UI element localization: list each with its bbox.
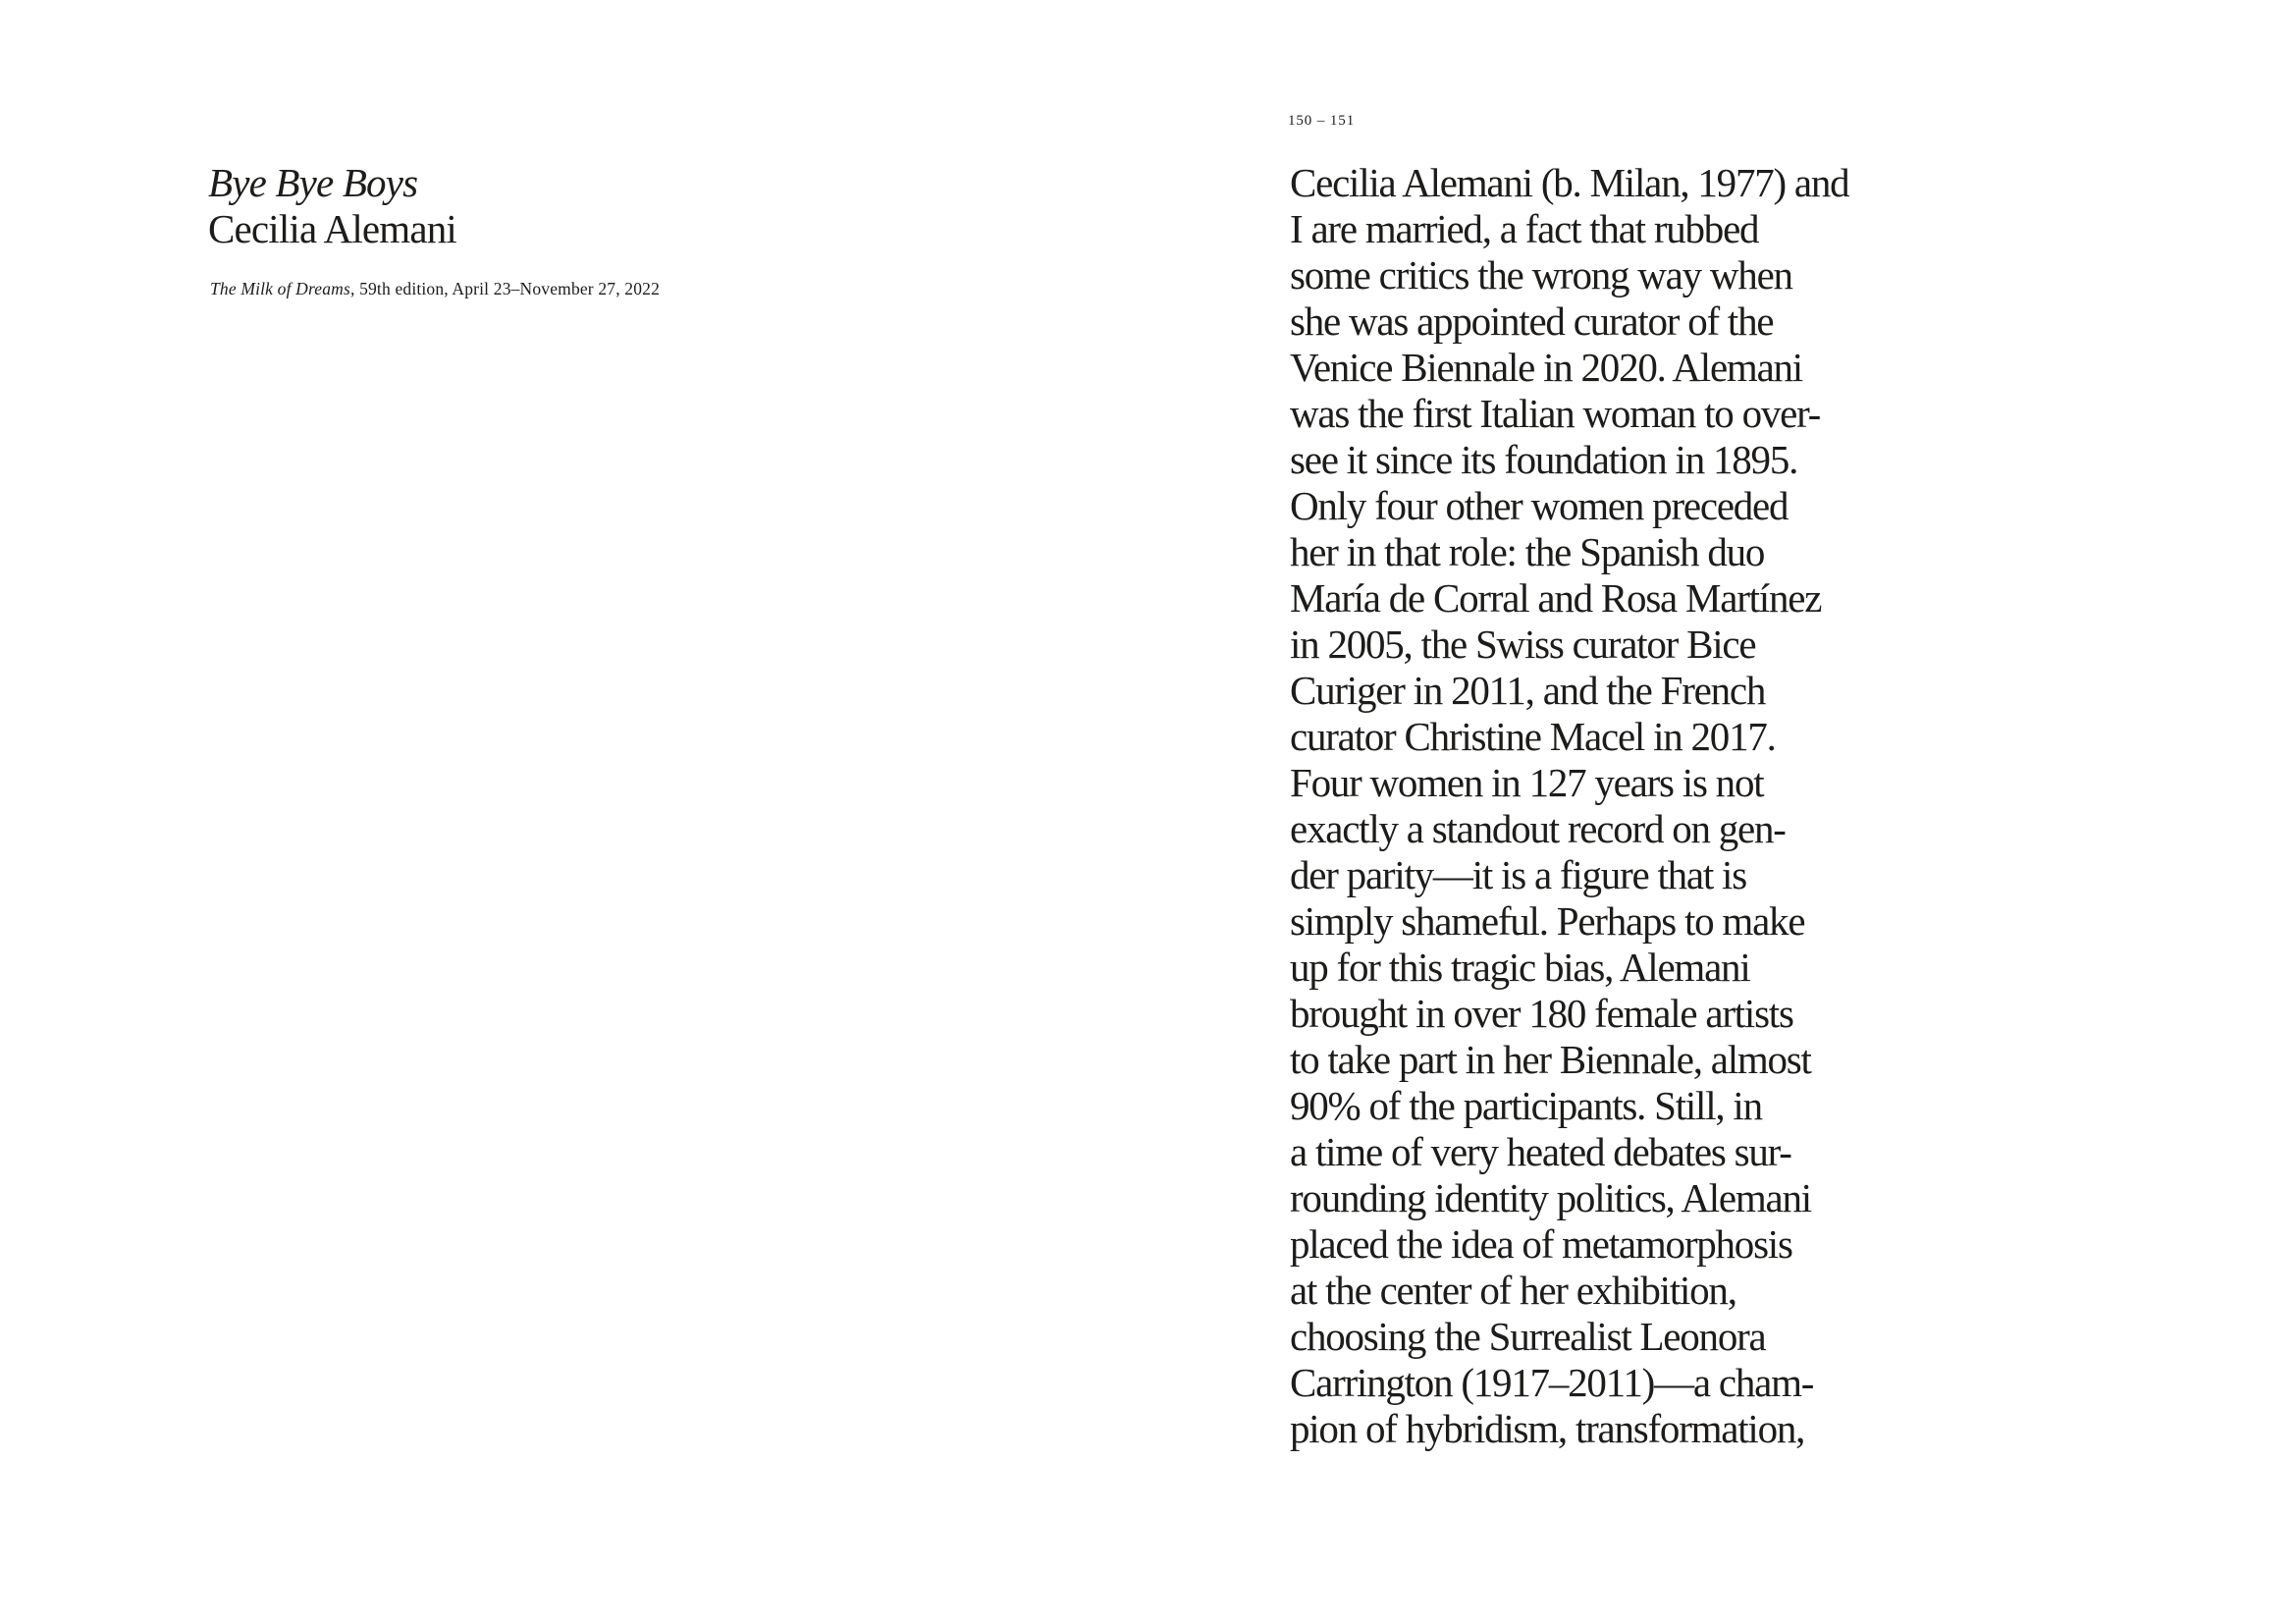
essay-body-text (1290, 160, 1997, 1452)
essay-body-line: Four women in 127 years is not (1290, 760, 1764, 805)
essay-body-line: 90% of the participants. Still, in (1290, 1083, 1762, 1128)
essay-body-line: was the first Italian woman to over- (1290, 391, 1821, 436)
essay-body-line: choosing the Surrealist Leonora (1290, 1314, 1766, 1359)
essay-body-line: Curiger in 2011, and the French (1290, 668, 1766, 713)
exhibition-title: The Milk of Dreams (210, 279, 350, 298)
essay-body-line: her in that role: the Spanish duo (1290, 529, 1765, 574)
essay-body-line: der parity—it is a figure that is (1290, 852, 1746, 897)
essay-body-line: I are married, a fact that rubbed (1290, 206, 1759, 251)
essay-body-line: Cecilia Alemani (b. Milan, 1977) and (1290, 160, 1849, 205)
essay-body-line: rounding identity politics, Alemani (1290, 1175, 1811, 1220)
exhibition-credit-line (210, 278, 660, 299)
essay-body-line: Carrington (1917–2011)—a cham- (1290, 1360, 1814, 1405)
essay-body-line: to take part in her Biennale, almost (1290, 1037, 1811, 1082)
essay-body-line: some critics the wrong way when (1290, 252, 1792, 298)
essay-body-line: curator Christine Macel in 2017. (1290, 714, 1776, 759)
essay-body-line: exactly a standout record on gen- (1290, 806, 1786, 851)
essay-body-line: María de Corral and Rosa Martínez (1290, 575, 1822, 621)
essay-body-line: placed the idea of metamorphosis (1290, 1221, 1792, 1267)
essay-body-line: Venice Biennale in 2020. Alemani (1290, 345, 1802, 390)
essay-title-block (208, 160, 1092, 252)
essay-body-line: pion of hybridism, transformation, (1290, 1406, 1805, 1451)
page-number-folio: 150 – 151 (1288, 113, 1356, 129)
essay-body-line: at the center of her exhibition, (1290, 1268, 1736, 1313)
essay-body-line: in 2005, the Swiss curator Bice (1290, 622, 1756, 667)
essay-body-line: see it since its foundation in 1895. (1290, 437, 1798, 482)
exhibition-edition-dates: , 59th edition, April 23–November 27, 2022 (349, 279, 661, 298)
essay-body-line: up for this tragic bias, Alemani (1290, 945, 1750, 990)
essay-body-line: a time of very heated debates sur- (1290, 1129, 1791, 1174)
essay-body-line: simply shameful. Perhaps to make (1290, 898, 1805, 944)
essay-body-line: Only four other women preceded (1290, 483, 1789, 528)
essay-body-line: she was appointed curator of the (1290, 298, 1774, 344)
essay-body-line: brought in over 180 female artists (1290, 991, 1793, 1036)
essay-title: Bye Bye Boys (208, 160, 418, 205)
essay-author: Cecilia Alemani (208, 206, 456, 251)
